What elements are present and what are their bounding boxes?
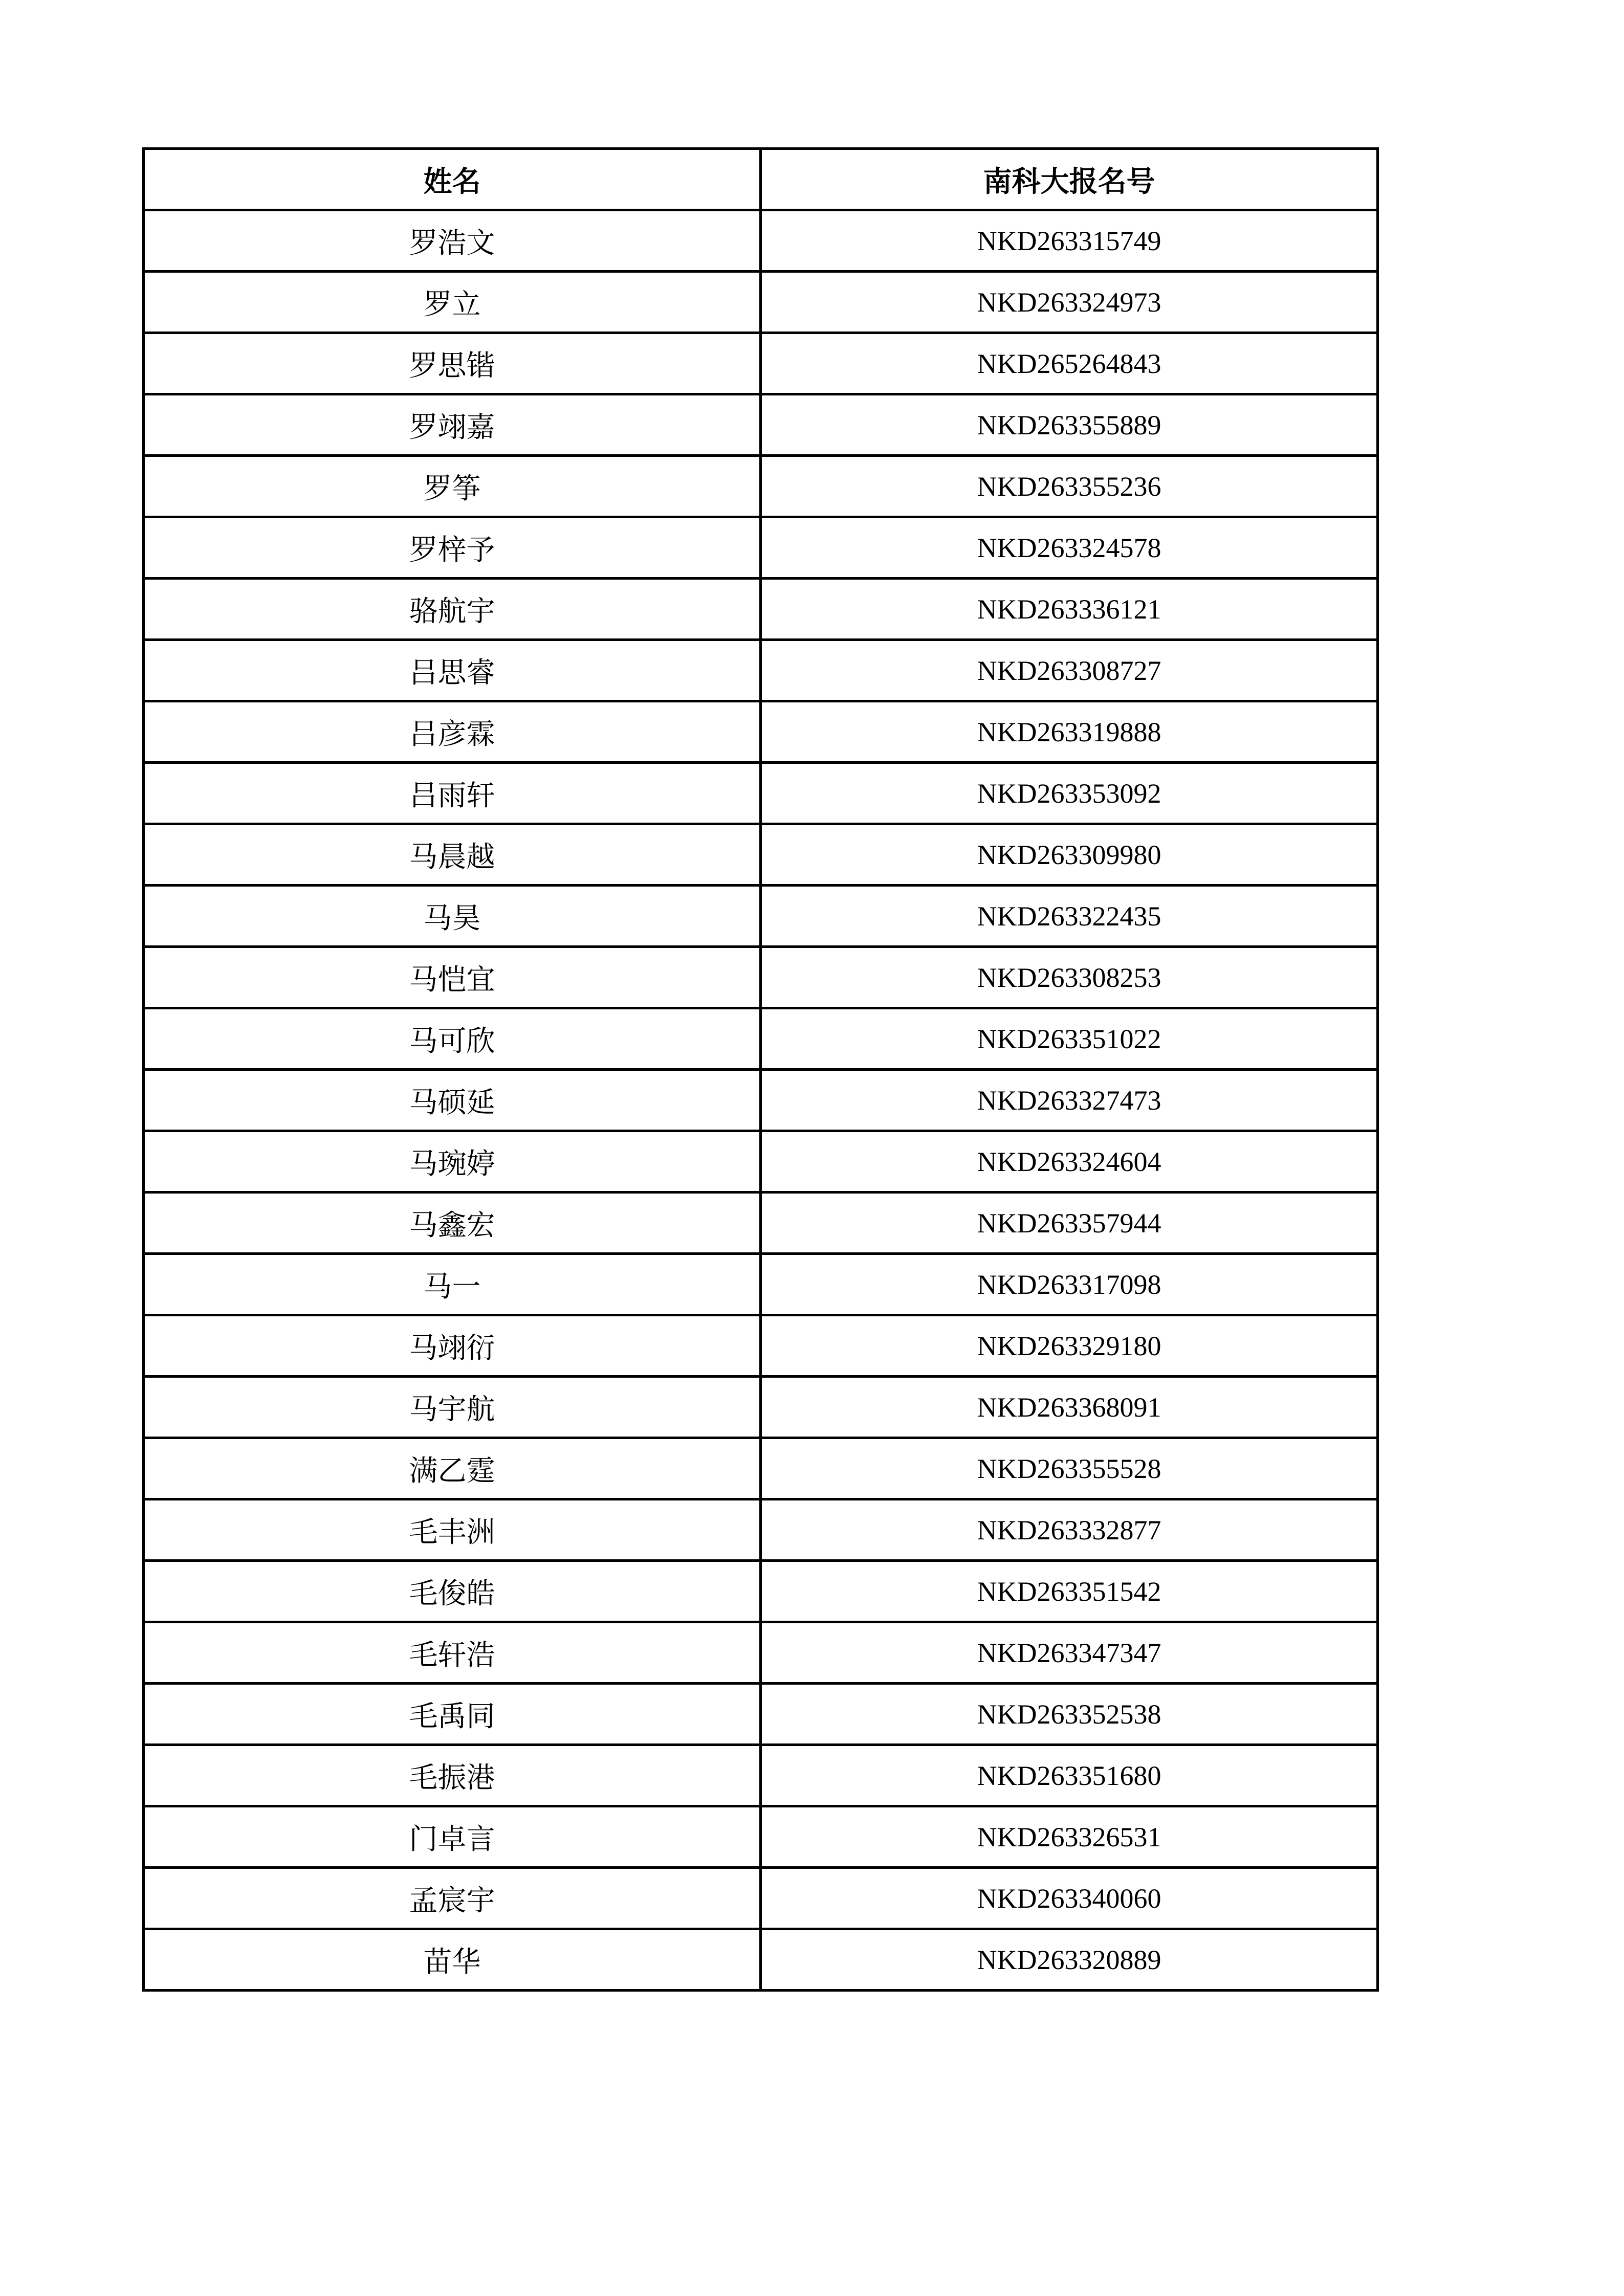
registration-number-cell: NKD263324604 [761,1131,1378,1193]
student-name-cell: 吕思睿 [144,640,761,701]
registration-table [142,147,1379,1992]
registration-number-cell: NKD263355889 [761,394,1378,456]
table-row [144,701,1378,763]
student-name-cell: 骆航宇 [144,579,761,640]
student-name-cell: 门卓言 [144,1806,761,1868]
registration-number-cell: NKD263357944 [761,1193,1378,1254]
student-name-cell: 吕彦霖 [144,701,761,763]
table-row [144,1315,1378,1377]
table-row [144,394,1378,456]
registration-number-cell: NKD263308727 [761,640,1378,701]
registration-number-cell: NKD263340060 [761,1868,1378,1929]
table-row [144,517,1378,579]
table-row [144,947,1378,1008]
table-row [144,1745,1378,1806]
table-row [144,1499,1378,1561]
registration-number-cell: NKD263368091 [761,1377,1378,1438]
student-name-cell: 罗立 [144,272,761,333]
student-name-cell: 马宇航 [144,1377,761,1438]
student-name-cell: 马翊衍 [144,1315,761,1377]
student-name-cell: 罗筝 [144,456,761,517]
table-row [144,1377,1378,1438]
student-name-cell: 马鑫宏 [144,1193,761,1254]
table-row [144,1193,1378,1254]
registration-number-cell: NKD263353092 [761,763,1378,824]
table-row [144,456,1378,517]
table-row [144,1008,1378,1070]
student-name-cell: 马晨越 [144,824,761,886]
student-name-cell: 马恺宜 [144,947,761,1008]
header-name: 姓名 [144,149,761,210]
table-row [144,1131,1378,1193]
student-name-cell: 毛振港 [144,1745,761,1806]
registration-number-cell: NKD263351022 [761,1008,1378,1070]
registration-number-cell: NKD263317098 [761,1254,1378,1315]
registration-number-cell: NKD263329180 [761,1315,1378,1377]
registration-number-cell: NKD263315749 [761,210,1378,272]
table-row [144,763,1378,824]
student-name-cell: 马琬婷 [144,1131,761,1193]
student-name-cell: 吕雨轩 [144,763,761,824]
table-row [144,272,1378,333]
table-row [144,1929,1378,1991]
table-row [144,1438,1378,1499]
header-row [144,149,1378,210]
registration-number-cell: NKD263327473 [761,1070,1378,1131]
table-row [144,640,1378,701]
student-name-cell: 毛禹同 [144,1684,761,1745]
table-row [144,1684,1378,1745]
table-row [144,1254,1378,1315]
student-name-cell: 马一 [144,1254,761,1315]
student-name-cell: 毛轩浩 [144,1622,761,1684]
student-name-cell: 马昊 [144,886,761,947]
registration-number-cell: NKD263332877 [761,1499,1378,1561]
student-name-cell: 马硕延 [144,1070,761,1131]
table-row [144,824,1378,886]
table-row [144,579,1378,640]
student-name-cell: 罗梓予 [144,517,761,579]
table-row [144,1070,1378,1131]
student-name-cell: 马可欣 [144,1008,761,1070]
registration-number-cell: NKD263336121 [761,579,1378,640]
header-registration-number: 南科大报名号 [761,149,1378,210]
registration-number-cell: NKD263309980 [761,824,1378,886]
registration-number-cell: NKD263319888 [761,701,1378,763]
student-name-cell: 罗思锴 [144,333,761,394]
registration-number-cell: NKD263308253 [761,947,1378,1008]
registration-number-cell: NKD263326531 [761,1806,1378,1868]
student-name-cell: 毛俊皓 [144,1561,761,1622]
table-body [144,210,1378,1991]
student-name-cell: 孟宸宇 [144,1868,761,1929]
registration-number-cell: NKD263355236 [761,456,1378,517]
student-name-cell: 罗翊嘉 [144,394,761,456]
student-name-cell: 苗华 [144,1929,761,1991]
table-row [144,333,1378,394]
table-row [144,210,1378,272]
registration-number-cell: NKD263320889 [761,1929,1378,1991]
table-row [144,1868,1378,1929]
table-row [144,1806,1378,1868]
student-name-cell: 罗浩文 [144,210,761,272]
registration-number-cell: NKD263351542 [761,1561,1378,1622]
registration-number-cell: NKD263355528 [761,1438,1378,1499]
registration-number-cell: NKD263351680 [761,1745,1378,1806]
registration-number-cell: NKD263347347 [761,1622,1378,1684]
student-name-cell: 满乙霆 [144,1438,761,1499]
registration-number-cell: NKD265264843 [761,333,1378,394]
registration-number-cell: NKD263324973 [761,272,1378,333]
table-row [144,1622,1378,1684]
table-row [144,1561,1378,1622]
registration-number-cell: NKD263322435 [761,886,1378,947]
registration-number-cell: NKD263352538 [761,1684,1378,1745]
student-name-cell: 毛丰洲 [144,1499,761,1561]
registration-number-cell: NKD263324578 [761,517,1378,579]
table-row [144,886,1378,947]
